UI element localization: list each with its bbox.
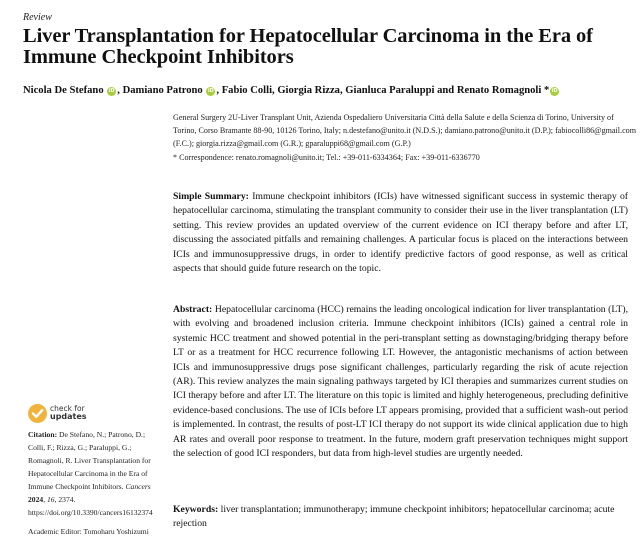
author-separator: and <box>434 85 457 96</box>
academic-editor: Academic Editor: Tomoharu Yoshizumi <box>28 527 149 536</box>
orcid-icon[interactable]: iD <box>551 88 558 94</box>
citation-journal: Cancers <box>125 482 151 491</box>
author-name[interactable]: Renato Romagnoli <box>456 85 542 96</box>
keywords-label: Keywords: <box>173 504 219 515</box>
correspondence-text: * Correspondence: renato.romagnoli@unito.it; Tel.: +39-011-6334364; Fax: +39-011-6336770 <box>173 152 480 162</box>
keywords <box>173 503 628 532</box>
keywords-text: liver transplantation; immunotherapy; immune checkpoint inhibitors; hepatocellular carcinoma; acute rejection <box>173 504 615 530</box>
abstract-text: Hepatocellular carcinoma (HCC) remains the leading oncological indication for liver transplantation (LT), with evolving and broadened inclusion criteria. Immune checkpoint inhibitors (ICIs) gained a central role in systemic HCC treatment and showed potential in the peri-transplant setting as downstaging/bridging therapy before LT or as a treatment for HCC recurrence following LT. However, the antagonistic mechanisms of action between ICIs and immunosuppressive drugs pose significant challenges, particularly regarding the risk of acute rejection (AR). This review analyzes the main signaling pathways targeted by ICI therapies and summarizes current studies on ICI therapy before and after LT. The literature on this topic is limited and highly heterogeneous, precluding definitive evidence-based conclusions. The use of ICIs before LT appears promising, provided that a sufficient wash-out period is implemented. In contrast, the results of post-LT ICI therapy do not support its wide clinical application due to high AR rates and overall poor response to treatment. In the future, modern graft preservation techniques might support the selection of good ICI responders, but data from high-level studies are urgently needed. <box>173 304 629 460</box>
author-name[interactable]: Fabio Colli <box>221 85 273 96</box>
abstract-label: Abstract: <box>173 304 213 315</box>
check-for-updates-button[interactable] <box>28 402 163 424</box>
simple-summary <box>173 190 628 276</box>
author-separator: , <box>272 85 278 96</box>
affiliation-block <box>173 111 638 164</box>
affiliation-text: General Surgery 2U-Liver Transplant Unit, Azienda Ospedaliero Universitaria Città della Salute e della Scienza di Torino, University of Torino, Corso Bramante 88-90, 10126 Torino, Italy; n.destefano@unito.it (N.D.S.); damiano.patrono@unito.it (D.P.); fabiocolli86@gmail.com (F.C.); giorgia.rizza@gmail.com (G.R.); gparaluppi68@gmail.com (G.P.) <box>173 113 637 149</box>
author-list <box>23 84 638 97</box>
orcid-icon[interactable]: iD <box>207 88 214 94</box>
citation-pages: , 2374. <box>54 495 76 504</box>
simple-summary-text: Immune checkpoint inhibitors (ICIs) have witnessed significant success in systemic therapy of hepatocellular carcinoma, stimulating the transplant community to consider their use in the liver transplantation (LT) setting. This review provides an updated overview of the current evidence on ICI therapy before and after LT, discussing the associated pitfalls and remaining challenges. A particular focus is placed on the interactions between ICIs and immunosuppressive drugs, in order to identify predictive factors of good response, as well as critical aspects that should guide future research on the topic. <box>173 191 629 275</box>
check-updates-line2: updates <box>50 412 87 421</box>
check-updates-icon <box>28 404 47 423</box>
citation-doi-link[interactable]: https://doi.org/10.3390/cancers16132374 <box>28 508 153 517</box>
author-name[interactable]: Giorgia Rizza <box>277 85 340 96</box>
author-name[interactable]: Nicola De Stefano <box>23 85 104 96</box>
article-title: Liver Transplantation for Hepatocellular Carcinoma in the Era of Immune Checkpoint Inhibitors <box>23 25 593 68</box>
author-separator: , <box>216 85 222 96</box>
article-type: Review <box>23 12 52 23</box>
check-updates-label <box>50 405 87 421</box>
author-name[interactable]: Damiano Patrono <box>122 85 203 96</box>
abstract <box>173 303 628 461</box>
citation: Citation: De Stefano, N.; Patrono, D.; Colli, F.; Rizza, G.; Paraluppi, G.; Romagnoli, R. Liver Transplantation for Hepatocellular Carcinoma in the Era of Immune Checkpoint Inhibitors. Cancers 2024, 16, 2374. https://doi.org/10.3390/cancers16132374 <box>28 430 153 517</box>
author-separator: * <box>541 85 550 96</box>
citation-year: 2024 <box>28 495 44 504</box>
sidebar <box>28 402 163 538</box>
orcid-icon[interactable]: iD <box>108 88 115 94</box>
simple-summary-label: Simple Summary: <box>173 191 249 202</box>
author-separator: , <box>339 85 346 96</box>
citation-volume: 16 <box>46 495 55 504</box>
citation-label: Citation: <box>28 430 58 439</box>
author-name[interactable]: Gianluca Paraluppi <box>345 85 435 96</box>
citation-text: De Stefano, N.; Patrono, D.; Colli, F.; Rizza, G.; Paraluppi, G.; Romagnoli, R. Liver Transplantation for Hepatocellular Carcinoma in the Era of Immune Checkpoint Inhibitors. <box>28 430 151 491</box>
check-updates-line1: check for <box>50 404 85 413</box>
author-separator: , <box>117 85 123 96</box>
